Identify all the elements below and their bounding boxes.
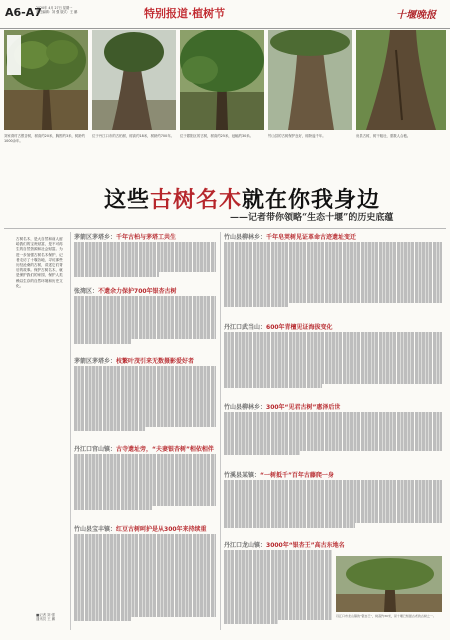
page-number: A6-A7: [5, 6, 42, 19]
section-head-1-title: 千年古柏与茅塔工共生: [116, 234, 177, 241]
section-body-4: [224, 332, 442, 394]
photo-caption-1: 刘家湾村古银杏树，树高约20米，胸围约3米，树龄约1000余年。: [4, 134, 86, 143]
small-photo-caption: 丹江口市龙山镇的“银杏王”，树高约30米，是十堰已知最古老的古树之一。: [336, 614, 436, 618]
section-head-9-location: 竹山县宝丰镇：: [74, 526, 117, 533]
photo-caption-5: 房县古树，树干粗壮，需数人合抱。: [356, 134, 411, 138]
section-body-10: [224, 550, 332, 628]
section-head-4-location: 丹江口武当山：: [224, 324, 267, 331]
intro-sidebar: 古树名木，是大自然和前人留给我们的宝贵财富，是不可再生的自然资源和社会财富。为进一步加强古树名木保护，记者走访了十堰各地，寻访那些历经沧桑的古树，讲述它们背后的故事。保护古树名木，就是保护我们的家园，保护人类赖以生存的自然环境和历史文化。: [16, 237, 63, 288]
section-title: 特别报道·植树节: [144, 7, 226, 20]
section-head-3-title: 不遗余力保护700年银杏古树: [98, 288, 177, 295]
photo-cypress-tree: [92, 30, 176, 130]
column-divider-left: [70, 232, 71, 630]
section-head-2: [224, 232, 356, 241]
photo-caption-2: 位于丹江口市的古柏树，树高约18米，树龄约700年。: [92, 134, 174, 138]
section-head-3: [74, 286, 177, 295]
section-head-6-location: 竹山县柳林乡：: [224, 404, 267, 411]
subheadline: ——记者带你领略“生态十堰”的历史底蕴: [230, 213, 394, 223]
dateline-editors: 责任编辑：刘 强 版式：王 鹏: [36, 10, 78, 15]
section-head-8-title: “一树抵千”百年古藤爬一身: [260, 472, 334, 479]
section-head-8: [224, 470, 334, 479]
dateline: [36, 6, 98, 14]
photo-ginkgo-tree: [4, 30, 88, 130]
section-head-2-location: 竹山县柳林乡：: [224, 234, 267, 241]
section-head-10: [224, 540, 345, 549]
byline-reporter: ■记者 刘 强: [36, 613, 55, 617]
section-body-5: [74, 366, 216, 436]
section-head-9: [74, 524, 207, 533]
headline-pre: 这些: [104, 187, 151, 213]
section-head-4: [224, 322, 333, 331]
section-body-6: [224, 412, 442, 464]
section-head-9-title: 红豆古树呵护是从300年来持续重: [116, 526, 207, 533]
section-body-9: [74, 534, 216, 626]
photo-ginkgo-king: [336, 556, 442, 612]
section-head-6-title: 300年“见君古树”惠泽后世: [266, 404, 341, 411]
photo-old-tree-trunk: [268, 30, 352, 130]
photo-large-tree: [180, 30, 264, 130]
section-head-10-title: 3000年“银杏王”高古东地名: [266, 542, 345, 549]
photo-thick-trunk: [356, 30, 446, 130]
section-head-5-title: 枝繁叶茂引来无数摄影爱好者: [116, 358, 195, 365]
section-body-1: [74, 242, 216, 280]
section-head-2-title: 千年皂荚树见证革命古迹遗址变迁: [266, 234, 357, 241]
section-body-3: [74, 296, 216, 348]
headline-highlight: 古树名木: [150, 187, 243, 213]
newspaper-logo: 十堰晚报: [396, 10, 436, 21]
section-body-7: [74, 454, 216, 516]
section-head-7: [74, 444, 214, 453]
photo-caption-3: 位于郧阳区的古树，树高约25米，冠幅约30米。: [180, 134, 254, 138]
section-head-1: [74, 232, 176, 241]
byline-correspondent: 通讯员 王 鹏: [36, 617, 56, 622]
section-head-6: [224, 402, 340, 411]
section-body-8: [224, 480, 442, 534]
byline: [36, 613, 55, 622]
section-head-4-title: 600年青檀见证海拔变化: [266, 324, 333, 331]
headline-post: 就在你我身边: [242, 187, 381, 213]
section-head-10-location: 丹江口龙山镇：: [224, 542, 267, 549]
column-divider-middle: [220, 232, 221, 630]
section-head-7-title: 古寺遗址旁，“夫妻银杏树”相依相伴: [116, 446, 214, 453]
photo-caption-4: 竹山县的古树保护良好，树龄逾千年。: [268, 134, 326, 138]
section-head-7-location: 丹江口官山镇：: [74, 446, 117, 453]
section-head-3-location: 张湾区：: [74, 288, 99, 295]
divider-rule: [4, 228, 446, 229]
section-body-2: [224, 242, 442, 312]
section-head-5-location: 茅箭区茅塔乡：: [74, 358, 117, 365]
masthead: [0, 0, 450, 29]
section-head-1-location: 茅箭区茅塔乡：: [74, 234, 117, 241]
dateline-date: 2020年 4月 27日 星期一: [36, 6, 73, 10]
section-head-8-location: 竹溪县某镇：: [224, 472, 261, 479]
section-head-5: [74, 356, 194, 365]
